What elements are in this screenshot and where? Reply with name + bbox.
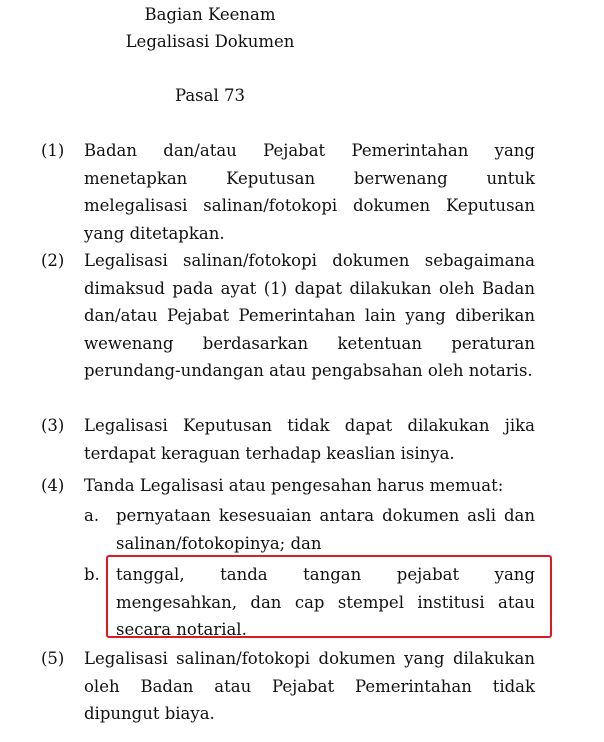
highlight-box	[106, 555, 552, 638]
clause-text: Legalisasi salinan/fotokopi dokumen yang dilakukan oleh Badan atau Pejabat Pemerintahan tidak dipungut biaya.	[84, 649, 535, 723]
list-item-text: pernyataan kesesuaian antara dokumen asli dan salinan/fotokopinya; dan	[116, 506, 535, 553]
clause-number: (4)	[41, 476, 65, 495]
clause-text: Legalisasi Keputusan tidak dapat dilakukan jika terdapat keraguan terhadap keaslian isinya.	[84, 416, 535, 463]
clause-number: (1)	[41, 141, 65, 160]
article-heading: Pasal 73	[174, 86, 246, 105]
section-title: Legalisasi Dokumen	[125, 32, 295, 51]
clause-text: Tanda Legalisasi atau pengesahan harus memuat:	[84, 476, 504, 495]
list-item-letter: b.	[84, 565, 100, 584]
clause-number: (3)	[41, 416, 65, 435]
section-heading: Bagian Keenam	[144, 5, 276, 24]
clause-text: Badan dan/atau Pejabat Pemerintahan yang menetapkan Keputusan berwenang untuk melegalisasi salinan/fotokopi dokumen Keputusan yang ditetapkan.	[84, 141, 535, 243]
clause-text: Legalisasi salinan/fotokopi dokumen sebagaimana dimaksud pada ayat (1) dapat dilakukan oleh Badan dan/atau Pejabat Pemerintahan lain yang diberikan wewenang berdasarkan ketentuan peraturan perundang-undangan atau pengabsahan oleh notaris.	[84, 251, 535, 380]
clause-number: (2)	[41, 251, 65, 270]
clause-number: (5)	[41, 649, 65, 668]
list-item-text: tanggal, tanda tangan pejabat yang mengesahkan, dan cap stempel institusi atau secara notarial.	[116, 565, 535, 639]
list-item-letter: a.	[84, 506, 100, 525]
